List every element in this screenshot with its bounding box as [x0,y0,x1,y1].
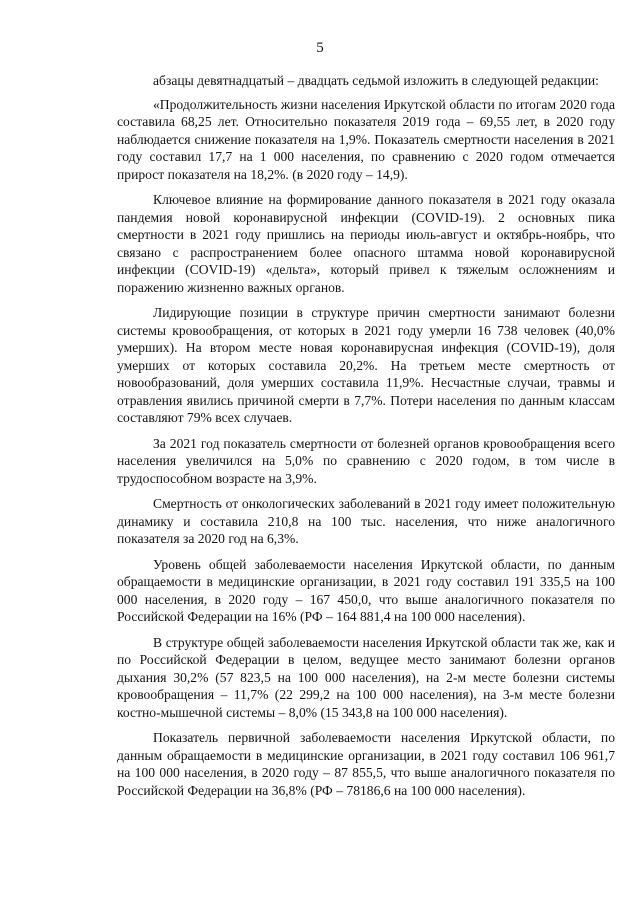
paragraph-intro: абзацы девятнадцатый – двадцать седьмой изложить в следующей редакции: [153,73,599,88]
paragraph-covid-impact: Ключевое влияние на формирование данного показателя в 2021 году оказала пандемия новой коронавирусной инфекции (COVID-19). 2 основных пика смертности в 2021 году пришлись на периоды июль-август и октябрь-ноябрь, что связано с распространением более опасного штамма новой коронавирусной инфекции (COVID-19) «дельта», который привел к тяжелым осложнениям и поражению жизненно важных органов. [117,192,615,295]
page-number: 5 [316,40,324,56]
paragraph-circulatory-mortality: За 2021 год показатель смертности от болезней органов кровообращения всего населения увеличился на 5,0% по сравнению с 2020 годом, в том числе в трудоспособном возрасте на 3,9%. [117,435,615,486]
document-body [117,72,615,807]
paragraph-oncology-mortality: Смертность от онкологических заболеваний в 2021 году имеет положительную динамику и составила 210,8 на 100 тыс. населения, что ниже аналогичного показателя за 2020 год на 6,3%. [117,496,615,546]
paragraph-primary-morbidity: Показатель первичной заболеваемости населения Иркутской области, по данным обращаемости в медицинские организации, в 2021 году составил 106 961,7 на 100 000 населения, в 2020 году – 87 855,5, что выше аналогичного показателя по Российской Федерации на 36,8% (РФ – 78186,6 на 100 000 населения). [117,730,615,798]
paragraph-mortality-causes: Лидирующие позиции в структуре причин смертности занимают болезни системы кровообращения, от которых в 2021 году умерли 16 738 человек (40,0% умерших). На втором месте новая коронавирусная инфекция (COVID-19), доля умерших от которых составила 20,2%. На третьем месте смертность от новообразований, доля умерших составила 11,9%. Несчастные случаи, травмы и отравления явились причиной смерти в 7,7%. Потери населения по данным классам составляют 79% всех случаев. [117,305,615,425]
paragraph-morbidity-structure: В структуре общей заболеваемости населения Иркутской области так же, как и по Российской Федерации в целом, ведущее место занимают болезни органов дыхания 30,2% (57 823,5 на 100 000 населения), на 2-м месте болезни системы кровообращения – 11,7% (22 299,2 на 100 000 населения), на 3-м месте болезни костно-мышечной системы – 8,0% (15 343,8 на 100 000 населения). [117,634,615,720]
paragraph-general-morbidity: Уровень общей заболеваемости населения Иркутской области, по данным обращаемости в медицинские организации, в 2021 году составил 191 335,5 на 100 000 населения, в 2020 году – 167 450,0, что выше аналогичного показателя по Российской Федерации на 16% (РФ – 164 881,4 на 100 000 населения). [117,556,615,624]
paragraph-life-expectancy: «Продолжительность жизни населения Иркутской области по итогам 2020 года составила 68,25 лет. Относительно показателя 2019 года – 69,55 лет, в 2020 году наблюдается снижение показателя на 1,9%. Показатель смертности населения в 2021 году составил 17,7 на 1 000 населения, по сравнению с 2020 годом отмечается прирост показателя на 18,2%. (в 2020 году – 14,9). [117,96,615,182]
